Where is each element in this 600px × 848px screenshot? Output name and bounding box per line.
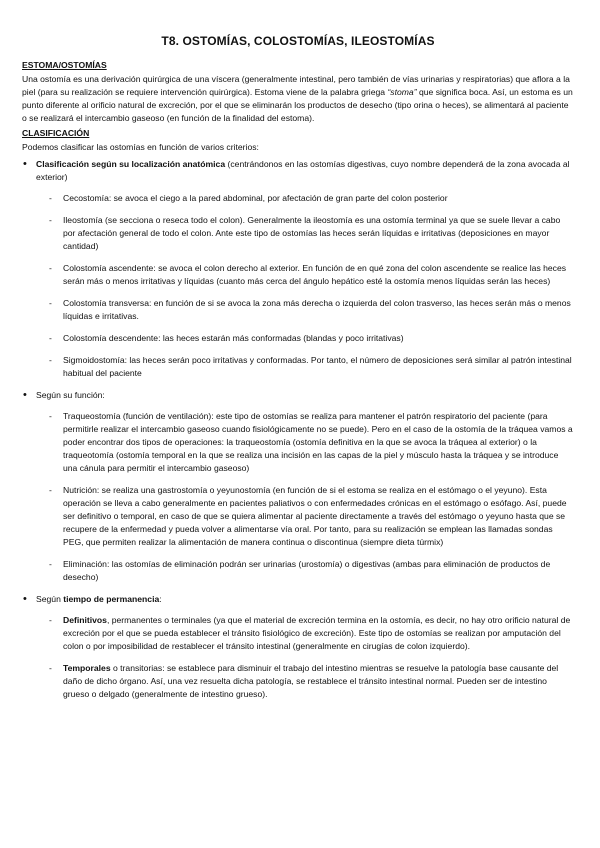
list-item: - Colostomía ascendente: se avoca el colon derecho al exterior. En función de en qué zona del colon ascendente se realice las heces serán más o menos irritativas y líquidas (cuanto más cerca del ángulo hepático esté la ostomía menos líquidas serán las heces) — [49, 262, 574, 288]
bullet-localizacion-title: Clasificación según su localización anatómica — [36, 159, 226, 169]
list-item: - Eliminación: las ostomías de eliminación podrán ser urinarias (urostomía) o digestivas (ambas para eliminación de productos de desecho) — [49, 558, 574, 584]
definition-text-b: que significa boca. Así, un estoma es un punto diferente al orificio natural de excreción, por el que se eliminarán los productos de desecho (tipo orina o heces), se alimentará al paciente o se realizará el intercambio gaseoso (en función de la finalidad del estoma). — [22, 87, 573, 123]
list-item: - Sigmoidostomía: las heces serán poco irritativas y conformadas. Por tanto, el número de deposiciones será similar al patrón intestinal habitual del paciente — [49, 354, 574, 380]
stoma-word: “stoma” — [387, 87, 417, 97]
page-title: T8. OSTOMÍAS, COLOSTOMÍAS, ILEOSTOMÍAS — [161, 34, 435, 48]
list-item — [49, 662, 574, 701]
list-item: - Nutrición: se realiza una gastrostomía o yeyunostomía (en función de si el estoma se realiza en el estómago o el yeyuno). Esta operación se lleva a cabo generalmente en pacientes paliativos o con enfermedades crónicas en el estómago o esófago. Así, puede ser definitivo o temporal, en caso de que se quiera alimentar al paciente directamente a través del estómago o yeyuno hasta que se recupere de la enfermedad y pueda volver a alimentarse vía oral. Por tanto, para su realización se emplean las llamadas sondas PEG, que permiten realizar la alimentación de manera continua o discontinua (siempre dieta túrmix) — [49, 484, 574, 549]
list-item: - Colostomía transversa: en función de si se avoca la zona más derecha o izquierda del colon trasverso, las heces serán más o menos líquidas e irritativas. — [49, 297, 574, 323]
bullet-localizacion — [22, 158, 574, 380]
bullet-localizacion-text: (centrándonos en las ostomías digestivas, cuyo nombre dependerá de la zona avocada al exterior) — [36, 159, 570, 182]
bullet-funcion — [22, 389, 574, 584]
definitivos-text: , permanentes o terminales (ya que el material de excreción termina en la ostomía, es decir, no hay otro orificio natural de excreción por el que se pueda establecer el tránsito fisiológico de excreción). Este tipo de ostomías se realizan por amputación del colon o por imposibilidad de restablecer el tránsito intestinal (generalmente en cirugías de colon izquierdo). — [63, 615, 571, 651]
localizacion-sublist — [49, 192, 574, 380]
bullet-funcion-title: Según su función: — [36, 390, 105, 400]
list-item: - Ileostomía (se secciona o reseca todo el colon). Generalmente la ileostomía es una ostomía terminal ya que se suele llevar a cabo por afectación general de todo el colon. Ante este tipo de ostomías las heces serán líquidas e irritativas (deposiciones en mayor cantidad) — [49, 214, 574, 253]
definitivos-label: Definitivos — [63, 615, 107, 625]
bullet-permanencia — [22, 593, 574, 701]
list-item: - Traqueostomía (función de ventilación): este tipo de ostomías se realiza para mantener el patrón respiratorio del paciente (para permitirle realizar el intercambio gaseoso cuando fisiológicamente no se puede). Pero en el caso de la ostomía de la tráquea vamos a poder encontrar dos tipos de operaciones: la traqueostomía (ostomía definitiva en la que se avoca la tráquea al exterior) o la traqueotomía (ostomía temporal en la que se realiza una incisión en las capas de la piel y músculo hasta la tráquea y se introduce una cánula para permitir el intercambio gaseoso) — [49, 410, 574, 475]
permanencia-sublist — [49, 614, 574, 701]
list-item: - Colostomía descendente: las heces estarán más conformadas (blandas y poco irritativas) — [49, 332, 574, 345]
list-item: - Cecostomía: se avoca el ciego a la pared abdominal, por afectación de gran parte del colon posterior — [49, 192, 574, 205]
bullet-permanencia-prefix: Según — [36, 594, 64, 604]
list-item — [49, 614, 574, 653]
funcion-sublist — [49, 410, 574, 584]
temporales-text: o transitorias: se establece para disminuir el trabajo del intestino mientras se resuelve la patología base causante del daño de dicho órgano. Así, una vez resuelta dicha patología, se restablece el tránsito intestinal normal. Pueden ser de intestino grueso o delgado (generalmente de intestino grueso). — [63, 663, 559, 699]
section-heading-clasificacion: CLASIFICACIÓN — [22, 128, 90, 138]
classification-list — [22, 158, 574, 701]
section-heading-estoma: ESTOMA/OSTOMÍAS — [22, 60, 107, 70]
estoma-definition-paragraph — [22, 73, 574, 125]
classification-intro: Podemos clasificar las ostomías en función de varios criterios: — [22, 142, 259, 152]
temporales-label: Temporales — [63, 663, 111, 673]
bullet-permanencia-title: tiempo de permanencia — [63, 594, 160, 604]
bullet-permanencia-suffix: : — [159, 594, 162, 604]
definition-text-a: Una ostomía es una derivación quirúrgica de una víscera (generalmente intestinal, pero también de vías urinarias y respiratorias) que aflora a la piel (para su realización se requiere intervención quirúrgica). Estoma viene de la palabra griega — [22, 74, 570, 97]
